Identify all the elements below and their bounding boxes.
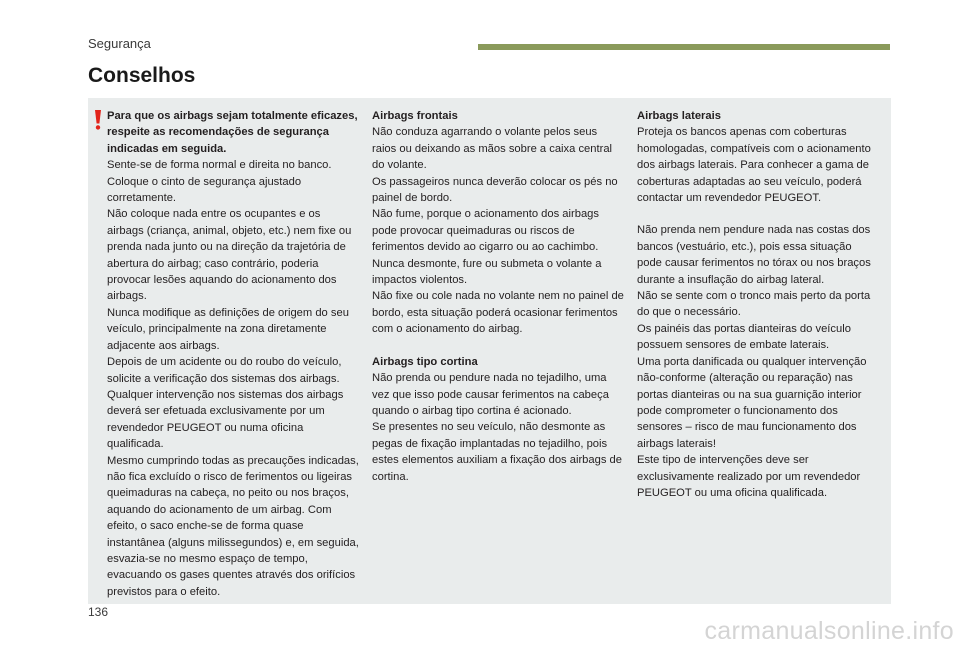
curtain-airbags-heading: Airbags tipo cortina	[372, 355, 478, 368]
front-airbags-paragraph: Os passageiros nunca deverão colocar os pés no painel de bordo.	[372, 175, 618, 205]
curtain-airbags-paragraph: Não prenda ou pendure nada no tejadilho, uma vez que isso pode causar ferimentos na cabeça quando o airbag tipo cortina é acionado.	[372, 372, 609, 417]
column-front-curtain-airbags	[372, 108, 624, 485]
paragraph-gap	[372, 338, 624, 354]
side-airbags-paragraph: Os painéis das portas dianteiras do veículo possuem sensores de embate laterais.	[637, 322, 851, 352]
side-airbags-heading: Airbags laterais	[637, 110, 721, 122]
front-airbags-paragraph: Não fume, porque o acionamento dos airbags pode provocar queimaduras ou riscos de ferimentos devido ao cigarro ou ao cachimbo.	[372, 208, 600, 254]
general-advice-paragraph: Nunca modifique as definições de origem do seu veículo, principalmente na zona diretamente adjacente aos airbags.	[107, 306, 349, 352]
column-general-advice	[107, 108, 359, 600]
front-airbags-paragraph: Não fixe ou cole nada no volante nem no painel de bordo, esta situação poderá ocasionar ferimentos com o acionamento do airbag.	[372, 290, 624, 336]
general-advice-paragraph: Qualquer intervenção nos sistemas dos airbags deverá ser efetuada exclusivamente por um revendedor PEUGEOT ou numa oficina qualificada.	[107, 388, 344, 451]
section-accent-bar	[478, 44, 890, 50]
general-advice-paragraph: Depois de um acidente ou do roubo do veículo, solicite a verificação dos sistemas dos airbags.	[107, 356, 342, 385]
advice-panel	[88, 98, 891, 604]
page-number: 136	[88, 605, 109, 619]
page-title: Conselhos	[88, 64, 196, 87]
front-airbags-heading: Airbags frontais	[372, 110, 458, 122]
watermark: carmanualsonline.info	[704, 617, 954, 645]
side-airbags-paragraph: Uma porta danificada ou qualquer intervenção não-conforme (alteração ou reparação) nas portas dianteiras ou na sua guarnição interior pode comprometer o funcionamento dos sensores – risco de mau funcionamento dos airbags laterais!	[637, 355, 867, 450]
curtain-airbags-paragraph: Se presentes no seu veículo, não desmonte as pegas de fixação implantadas no tejadilho, pois estes elementos auxiliam a fixação dos airbags de cortina.	[372, 421, 622, 483]
side-airbags-paragraph: Este tipo de intervenções deve ser exclusivamente realizado por um revendedor PEUGEOT ou uma oficina qualificada.	[637, 454, 861, 499]
general-advice-paragraph: Coloque o cinto de segurança ajustado corretamente.	[107, 175, 302, 205]
side-airbags-paragraph: Proteja os bancos apenas com coberturas homologadas, compatíveis com o acionamento dos airbags laterais. Para conhecer a gama de coberturas adaptadas ao seu veículo, poderá contactar um revendedor PEUGEOT.	[637, 126, 871, 205]
side-airbags-paragraph: Não prenda nem pendure nada nas costas dos bancos (vestuário, etc.), pois essa situação pode causar ferimentos no tórax ou nos braços durante a insuflação do airbag lateral.	[637, 224, 871, 286]
general-advice-lead: Para que os airbags sejam totalmente eficazes, respeite as recomendações de segurança indicadas em seguida.	[107, 110, 358, 155]
paragraph-gap	[637, 206, 877, 222]
side-airbags-paragraph: Não se sente com o tronco mais perto da porta do que o necessário.	[637, 290, 871, 319]
general-advice-paragraph: Sente-se de forma normal e direita no banco.	[107, 159, 332, 172]
column-side-airbags	[637, 108, 877, 501]
front-airbags-paragraph: Nunca desmonte, fure ou submeta o volante a impactos violentos.	[372, 257, 602, 287]
front-airbags-paragraph: Não conduza agarrando o volante pelos seus raios ou deixando as mãos sobre a caixa central do volante.	[372, 126, 613, 172]
general-advice-paragraph: Mesmo cumprindo todas as precauções indicadas, não fica excluído o risco de ferimentos ou ligeiras queimaduras na cabeça, no peito ou nos braços, aquando do acionamento de um airbag. Com efeito, o saco enche-se de forma quase instantânea (alguns milissegundos) e, em seguida, esvazia-se no mesmo espaço de tempo, evacuando os gases quentes através dos orifícios previstos para o efeito.	[107, 454, 359, 598]
general-advice-paragraph: Não coloque nada entre os ocupantes e os airbags (criança, animal, objeto, etc.) nem fixe ou prenda nada junto ou na direção da trajetória de abertura do airbag; caso contrário, poderia provocar lesões aquando do acionamento dos airbags.	[107, 208, 352, 303]
exclamation-warning-icon	[92, 110, 104, 130]
section-label: Segurança	[88, 36, 151, 51]
